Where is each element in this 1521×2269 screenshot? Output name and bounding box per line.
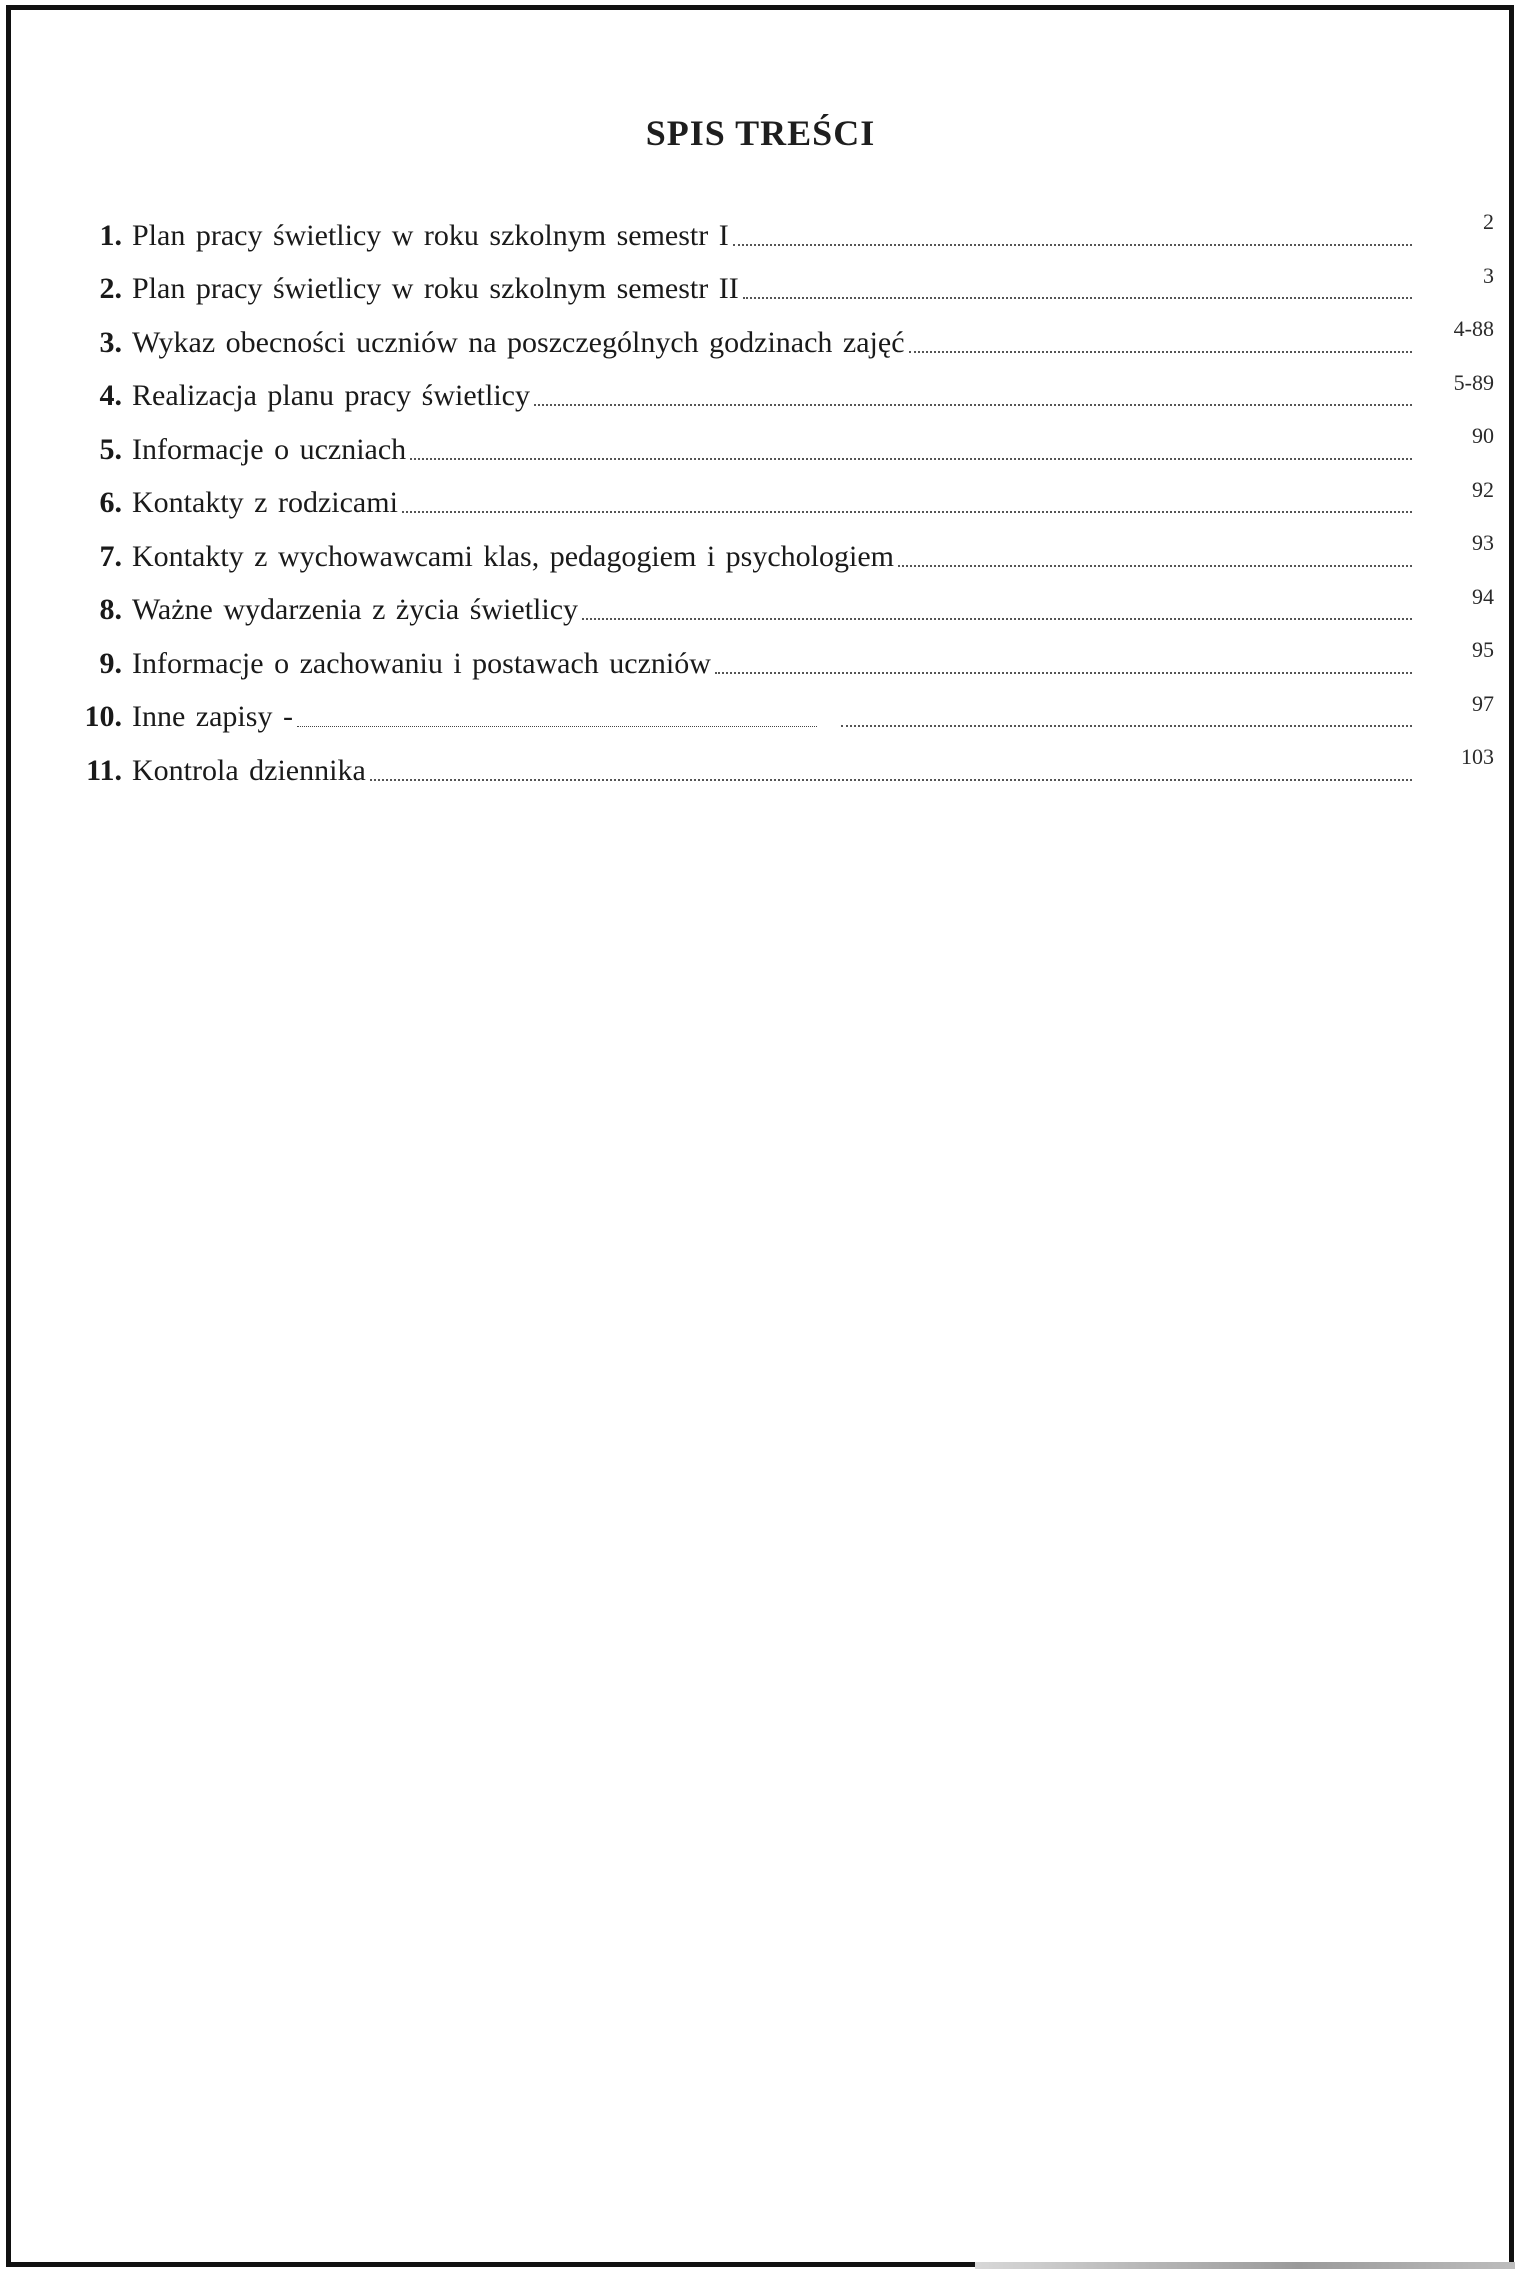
toc-item-number: 11. xyxy=(86,753,122,787)
toc-item-6 xyxy=(62,471,1494,525)
toc-item-8 xyxy=(62,578,1494,632)
toc-item-number: 10. xyxy=(84,700,122,733)
page-title: SPIS TREŚCI xyxy=(645,113,876,153)
toc-item-title: Wykaz obecności uczniów na poszczególnych godzinach zajęć xyxy=(132,325,905,359)
toc-item-11 xyxy=(62,738,1494,792)
toc-item-page: 97 xyxy=(1472,690,1494,716)
toc-item-page: 5-89 xyxy=(1453,369,1494,395)
toc-item-title: Realizacja planu pracy świetlicy xyxy=(132,379,530,412)
toc-item-page: 4-88 xyxy=(1453,316,1494,341)
toc-item-page: 94 xyxy=(1472,583,1494,609)
toc-item-number: 3. xyxy=(99,325,122,359)
toc-item-4 xyxy=(62,364,1494,418)
dot-leader xyxy=(297,726,817,727)
toc-item-9 xyxy=(62,631,1494,685)
dot-leader xyxy=(582,618,1412,620)
dot-leader xyxy=(898,565,1412,567)
toc-item-title: Kontakty z rodzicami xyxy=(132,486,398,519)
toc-item-number: 6. xyxy=(99,486,122,519)
toc-item-3 xyxy=(62,310,1494,364)
toc-item-number: 4. xyxy=(99,379,122,412)
toc-item-page: 103 xyxy=(1461,744,1494,769)
toc-item-1 xyxy=(62,203,1494,257)
toc-item-5 xyxy=(62,417,1494,471)
toc-item-page: 93 xyxy=(1472,530,1494,555)
toc-item-page: 3 xyxy=(1483,262,1494,288)
toc-item-title: Ważne wydarzenia z życia świetlicy xyxy=(132,593,579,626)
dot-leader xyxy=(733,244,1412,246)
toc-item-title: Plan pracy świetlicy w roku szkolnym semestr II xyxy=(132,272,739,305)
toc-item-title: Inne zapisy - xyxy=(132,700,293,733)
toc-item-page: 90 xyxy=(1472,423,1494,448)
dot-leader xyxy=(410,458,1412,460)
toc-item-title: Informacje o uczniach xyxy=(132,432,407,466)
toc-item-title: Kontakty z wychowawcami klas, pedagogiem i psychologiem xyxy=(132,539,894,573)
dot-leader xyxy=(743,297,1412,299)
toc-item-title: Informacje o zachowaniu i postawach uczniów xyxy=(132,646,711,680)
toc-item-number: 9. xyxy=(99,646,122,680)
toc-item-title: Plan pracy świetlicy w roku szkolnym semestr I xyxy=(132,218,729,252)
toc-item-number: 5. xyxy=(99,432,122,466)
toc-item-number: 8. xyxy=(99,593,122,626)
toc-item-number: 1. xyxy=(99,218,122,252)
toc-item-page: 2 xyxy=(1483,209,1494,234)
toc-item-7 xyxy=(62,524,1494,578)
toc-item-number: 2. xyxy=(99,272,122,305)
dot-leader xyxy=(841,725,1412,727)
toc-item-2 xyxy=(62,257,1494,311)
dot-leader xyxy=(909,351,1412,353)
dot-leader xyxy=(370,779,1412,781)
scan-edge-shadow xyxy=(975,2262,1515,2269)
dot-leader xyxy=(534,404,1412,406)
dot-leader xyxy=(715,672,1412,674)
toc-item-title: Kontrola dziennika xyxy=(132,753,366,787)
toc-item-page: 92 xyxy=(1472,476,1494,502)
table-of-contents xyxy=(62,203,1494,792)
toc-item-page: 95 xyxy=(1472,637,1494,662)
dot-leader xyxy=(402,511,1412,513)
toc-item-10 xyxy=(62,685,1494,739)
toc-item-number: 7. xyxy=(99,539,122,573)
